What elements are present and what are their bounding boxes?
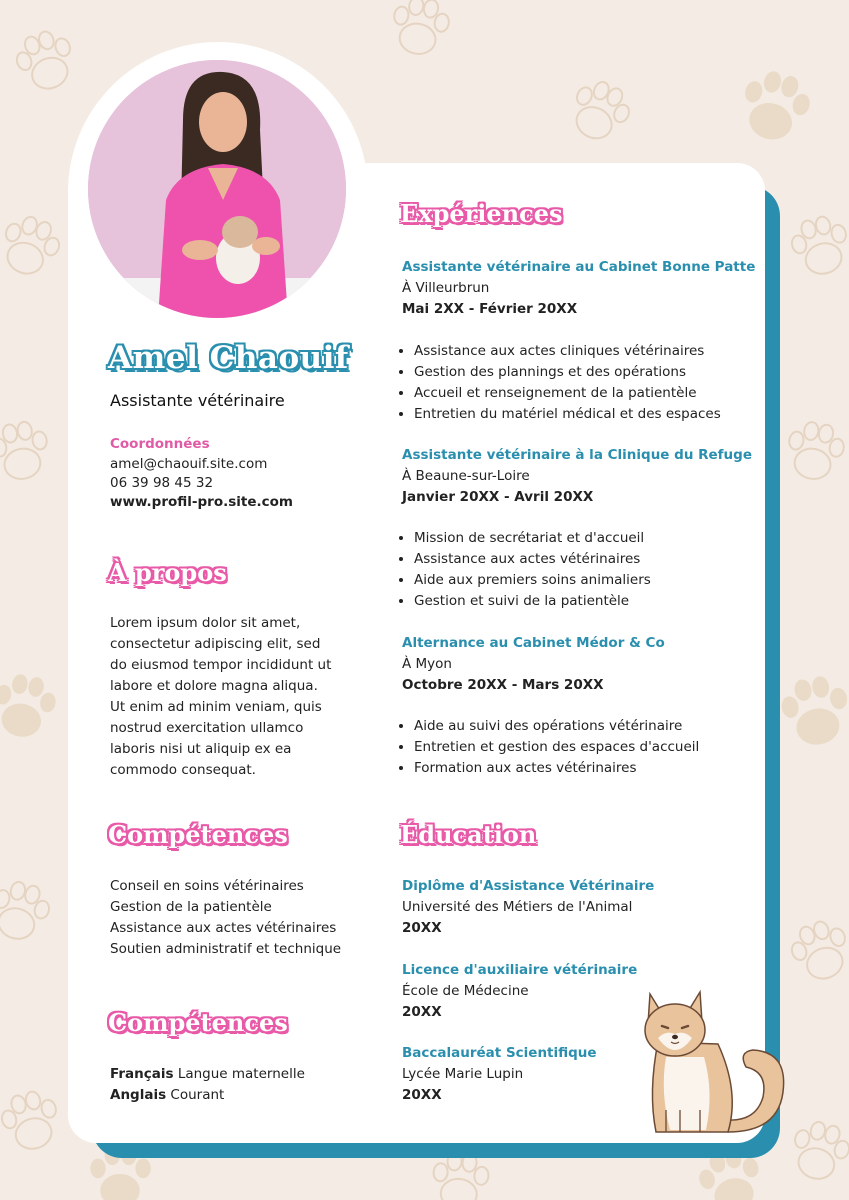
education-item <box>402 1043 597 1106</box>
education-item <box>402 876 654 939</box>
experience-dates: Mai 2XX - Février 20XX <box>402 301 578 317</box>
task-item: • Entretien et gestion des espaces d'accueil <box>414 737 699 758</box>
education-school: Lycée Marie Lupin <box>402 1066 524 1082</box>
candidate-name: Amel Chaouif <box>108 340 349 376</box>
task-item: • Gestion et suivi de la patientèle <box>414 591 651 612</box>
about-line: consectetur adipiscing elit, sed <box>110 636 321 652</box>
experience-item <box>402 257 755 320</box>
education-school: École de Médecine <box>402 983 529 999</box>
language-item: Français Langue maternelle <box>110 1066 305 1082</box>
experience-role: Assistante vétérinaire au Cabinet Bonne Patte <box>402 259 756 275</box>
education-degree: Diplôme d'Assistance Vétérinaire <box>402 878 655 894</box>
experience-role: Assistante vétérinaire à la Clinique du Refuge <box>402 447 752 463</box>
experience-item <box>402 633 665 696</box>
education-degree: Baccalauréat Scientifique <box>402 1045 597 1061</box>
job-title: Assistante vétérinaire <box>110 391 285 410</box>
skill-item: Conseil en soins vétérinaires <box>110 878 304 894</box>
task-item: • Accueil et renseignement de la patientèle <box>414 383 721 404</box>
profile-photo <box>88 60 346 318</box>
experience-tasks <box>400 528 651 612</box>
task-item: • Gestion des plannings et des opérations <box>414 362 721 383</box>
education-item <box>402 960 637 1023</box>
languages-list <box>110 1064 305 1106</box>
experience-tasks <box>400 341 721 425</box>
experience-location: À Beaune-sur-Loire <box>402 468 530 484</box>
experience-item <box>402 445 752 508</box>
experience-role: Alternance au Cabinet Médor & Co <box>402 635 665 651</box>
about-line: commodo consequat. <box>110 762 256 778</box>
skill-item: Assistance aux actes vétérinaires <box>110 920 337 936</box>
contact-label: Coordonnées <box>110 436 210 452</box>
experience-location: À Villeurbrun <box>402 280 490 296</box>
education-year: 20XX <box>402 1004 442 1020</box>
about-line: do eiusmod tempor incididunt ut <box>110 657 332 673</box>
contact-website: www.profil-pro.site.com <box>110 494 293 510</box>
education-degree: Licence d'auxiliaire vétérinaire <box>402 962 638 978</box>
education-year: 20XX <box>402 920 442 936</box>
education-school: Université des Métiers de l'Animal <box>402 899 633 915</box>
languages-title: Compétences <box>108 1008 288 1037</box>
experience-location: À Myon <box>402 656 452 672</box>
experience-dates: Octobre 20XX - Mars 20XX <box>402 677 604 693</box>
contact-block <box>110 434 293 513</box>
contact-phone: 06 39 98 45 32 <box>110 475 214 491</box>
contact-email: amel@chaouif.site.com <box>110 456 268 472</box>
task-item: • Assistance aux actes cliniques vétérinaires <box>414 341 721 362</box>
about-line: Lorem ipsum dolor sit amet, <box>110 615 301 631</box>
experiences-title: Expériences <box>400 199 563 228</box>
about-line: labore et dolore magna aliqua. <box>110 678 318 694</box>
language-item: Anglais Courant <box>110 1087 225 1103</box>
experience-tasks <box>400 716 699 779</box>
about-line: Ut enim ad minim veniam, quis <box>110 699 322 715</box>
about-title: À propos <box>108 558 227 587</box>
skills-title: Compétences <box>108 820 288 849</box>
education-title: Éducation <box>400 820 537 849</box>
education-year: 20XX <box>402 1087 442 1103</box>
skill-item: Gestion de la patientèle <box>110 899 272 915</box>
task-item: • Aide aux premiers soins animaliers <box>414 570 651 591</box>
experience-dates: Janvier 20XX - Avril 20XX <box>402 489 594 505</box>
task-item: • Entretien du matériel médical et des espaces <box>414 404 721 425</box>
task-item: • Formation aux actes vétérinaires <box>414 758 699 779</box>
task-item: • Aide au suivi des opérations vétérinaire <box>414 716 699 737</box>
about-line: nostrud exercitation ullamco <box>110 720 304 736</box>
task-item: • Assistance aux actes vétérinaires <box>414 549 651 570</box>
shiba-dog-illustration <box>628 982 790 1148</box>
about-text <box>110 613 331 781</box>
skills-list <box>110 876 341 960</box>
about-line: laboris nisi ut aliquip ex ea <box>110 741 292 757</box>
task-item: • Mission de secrétariat et d'accueil <box>414 528 651 549</box>
skill-item: Soutien administratif et technique <box>110 941 342 957</box>
